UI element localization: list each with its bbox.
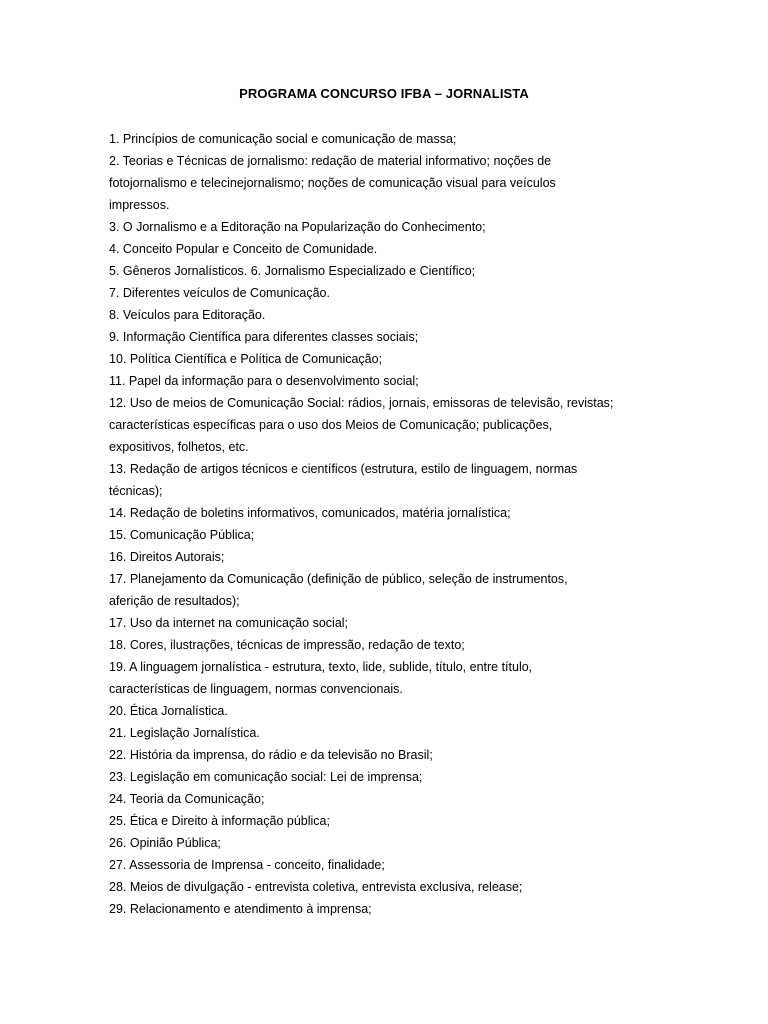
syllabus-line: aferição de resultados); (109, 594, 240, 608)
syllabus-line: 28. Meios de divulgação - entrevista coletiva, entrevista exclusiva, release; (109, 880, 523, 894)
syllabus-line: 14. Redação de boletins informativos, comunicados, matéria jornalística; (109, 506, 511, 520)
syllabus-line: 17. Uso da internet na comunicação social; (109, 616, 349, 630)
syllabus-line: 25. Ética e Direito à informação pública; (109, 814, 330, 828)
syllabus-line: 12. Uso de meios de Comunicação Social: rádios, jornais, emissoras de televisão, revistas; (109, 396, 614, 410)
syllabus-line: 18. Cores, ilustrações, técnicas de impressão, redação de texto; (109, 638, 465, 652)
syllabus-line: 2. Teorias e Técnicas de jornalismo: redação de material informativo; noções de (109, 154, 552, 168)
syllabus-line: 23. Legislação em comunicação social: Lei de imprensa; (109, 770, 423, 784)
syllabus-line: 16. Direitos Autorais; (109, 550, 225, 564)
syllabus-line: fotojornalismo e telecinejornalismo; noções de comunicação visual para veículos (109, 176, 556, 190)
syllabus-line: características de linguagem, normas convencionais. (109, 682, 403, 696)
syllabus-line: 24. Teoria da Comunicação; (109, 792, 265, 806)
syllabus-line: 20. Ética Jornalística. (109, 704, 228, 718)
syllabus-line: 9. Informação Científica para diferentes classes sociais; (109, 330, 419, 344)
syllabus-line: expositivos, folhetos, etc. (109, 440, 249, 454)
syllabus-line: impressos. (109, 198, 170, 212)
syllabus-list (109, 128, 669, 920)
syllabus-line: 29. Relacionamento e atendimento à imprensa; (109, 902, 372, 916)
syllabus-line: 11. Papel da informação para o desenvolvimento social; (109, 374, 419, 388)
syllabus-line: 15. Comunicação Pública; (109, 528, 255, 542)
syllabus-line: 13. Redação de artigos técnicos e científicos (estrutura, estilo de linguagem, normas (109, 462, 578, 476)
syllabus-line: 1. Princípios de comunicação social e comunicação de massa; (109, 132, 457, 146)
syllabus-line: 4. Conceito Popular e Conceito de Comunidade. (109, 242, 378, 256)
syllabus-line: características específicas para o uso dos Meios de Comunicação; publicações, (109, 418, 553, 432)
syllabus-line: 19. A linguagem jornalística - estrutura, texto, lide, sublide, título, entre título, (109, 660, 533, 674)
syllabus-line: 7. Diferentes veículos de Comunicação. (109, 286, 330, 300)
syllabus-line: técnicas); (109, 484, 163, 498)
page-title: PROGRAMA CONCURSO IFBA – JORNALISTA (239, 86, 529, 101)
syllabus-line: 22. História da imprensa, do rádio e da televisão no Brasil; (109, 748, 433, 762)
syllabus-line: 26. Opinião Pública; (109, 836, 221, 850)
syllabus-line: 27. Assessoria de Imprensa - conceito, finalidade; (109, 858, 385, 872)
syllabus-line: 17. Planejamento da Comunicação (definição de público, seleção de instrumentos, (109, 572, 568, 586)
syllabus-line: 10. Política Científica e Política de Comunicação; (109, 352, 383, 366)
syllabus-line: 5. Gêneros Jornalísticos. 6. Jornalismo Especializado e Científico; (109, 264, 476, 278)
syllabus-line: 21. Legislação Jornalística. (109, 726, 260, 740)
syllabus-line: 8. Veículos para Editoração. (109, 308, 266, 322)
syllabus-line: 3. O Jornalismo e a Editoração na Popularização do Conhecimento; (109, 220, 486, 234)
